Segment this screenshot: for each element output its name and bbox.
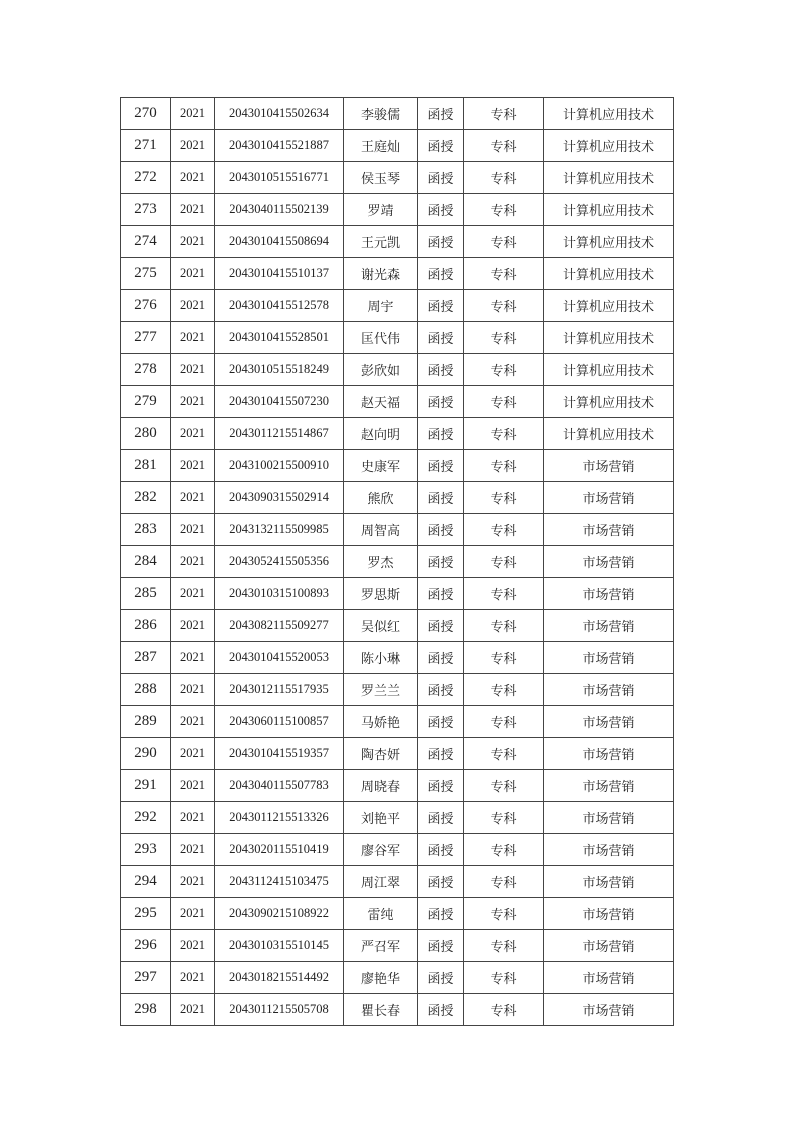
cell-sequence-number: 296 — [121, 930, 171, 962]
cell-student-id: 2043010415507230 — [215, 386, 344, 418]
cell-student-id: 2043090215108922 — [215, 898, 344, 930]
cell-student-name: 罗靖 — [344, 194, 418, 226]
cell-student-name: 刘艳平 — [344, 802, 418, 834]
cell-education-level: 专科 — [464, 546, 544, 578]
table-row — [121, 546, 674, 578]
cell-study-mode: 函授 — [418, 450, 464, 482]
cell-major: 市场营销 — [544, 546, 674, 578]
cell-education-level: 专科 — [464, 290, 544, 322]
cell-education-level: 专科 — [464, 98, 544, 130]
cell-education-level: 专科 — [464, 962, 544, 994]
cell-education-level: 专科 — [464, 482, 544, 514]
cell-student-id: 2043011215514867 — [215, 418, 344, 450]
student-roster-table — [120, 97, 674, 1026]
cell-student-name: 廖艳华 — [344, 962, 418, 994]
cell-education-level: 专科 — [464, 578, 544, 610]
cell-student-name: 罗兰兰 — [344, 674, 418, 706]
cell-enrollment-year: 2021 — [171, 834, 215, 866]
table-row — [121, 450, 674, 482]
cell-enrollment-year: 2021 — [171, 290, 215, 322]
cell-education-level: 专科 — [464, 322, 544, 354]
table-row — [121, 386, 674, 418]
cell-enrollment-year: 2021 — [171, 258, 215, 290]
cell-sequence-number: 271 — [121, 130, 171, 162]
cell-sequence-number: 283 — [121, 514, 171, 546]
cell-enrollment-year: 2021 — [171, 514, 215, 546]
cell-study-mode: 函授 — [418, 898, 464, 930]
cell-student-id: 2043010315100893 — [215, 578, 344, 610]
table-row — [121, 226, 674, 258]
cell-major: 计算机应用技术 — [544, 194, 674, 226]
cell-study-mode: 函授 — [418, 322, 464, 354]
table-row — [121, 706, 674, 738]
table-row — [121, 834, 674, 866]
table-row — [121, 674, 674, 706]
cell-student-name: 赵天福 — [344, 386, 418, 418]
cell-education-level: 专科 — [464, 738, 544, 770]
cell-major: 计算机应用技术 — [544, 418, 674, 450]
cell-major: 计算机应用技术 — [544, 386, 674, 418]
table-row — [121, 738, 674, 770]
cell-sequence-number: 295 — [121, 898, 171, 930]
cell-sequence-number: 273 — [121, 194, 171, 226]
cell-student-name: 周宇 — [344, 290, 418, 322]
cell-major: 市场营销 — [544, 642, 674, 674]
cell-student-id: 2043090315502914 — [215, 482, 344, 514]
cell-sequence-number: 286 — [121, 610, 171, 642]
table-row — [121, 258, 674, 290]
cell-study-mode: 函授 — [418, 674, 464, 706]
cell-student-id: 2043132115509985 — [215, 514, 344, 546]
cell-enrollment-year: 2021 — [171, 546, 215, 578]
cell-education-level: 专科 — [464, 226, 544, 258]
cell-study-mode: 函授 — [418, 162, 464, 194]
cell-enrollment-year: 2021 — [171, 706, 215, 738]
cell-study-mode: 函授 — [418, 962, 464, 994]
cell-education-level: 专科 — [464, 610, 544, 642]
table-row — [121, 578, 674, 610]
cell-education-level: 专科 — [464, 258, 544, 290]
cell-major: 市场营销 — [544, 962, 674, 994]
table-row — [121, 930, 674, 962]
cell-student-id: 2043082115509277 — [215, 610, 344, 642]
cell-student-id: 2043010415528501 — [215, 322, 344, 354]
cell-education-level: 专科 — [464, 162, 544, 194]
cell-enrollment-year: 2021 — [171, 226, 215, 258]
cell-study-mode: 函授 — [418, 994, 464, 1026]
cell-sequence-number: 291 — [121, 770, 171, 802]
cell-student-id: 2043112415103475 — [215, 866, 344, 898]
cell-student-name: 廖谷军 — [344, 834, 418, 866]
cell-major: 市场营销 — [544, 738, 674, 770]
cell-student-id: 2043100215500910 — [215, 450, 344, 482]
cell-study-mode: 函授 — [418, 770, 464, 802]
cell-student-name: 侯玉琴 — [344, 162, 418, 194]
cell-student-name: 周智高 — [344, 514, 418, 546]
cell-student-name: 熊欣 — [344, 482, 418, 514]
cell-sequence-number: 277 — [121, 322, 171, 354]
cell-education-level: 专科 — [464, 354, 544, 386]
cell-study-mode: 函授 — [418, 354, 464, 386]
cell-major: 计算机应用技术 — [544, 354, 674, 386]
table-row — [121, 130, 674, 162]
cell-sequence-number: 292 — [121, 802, 171, 834]
cell-sequence-number: 293 — [121, 834, 171, 866]
cell-major: 市场营销 — [544, 674, 674, 706]
cell-enrollment-year: 2021 — [171, 930, 215, 962]
cell-sequence-number: 294 — [121, 866, 171, 898]
cell-sequence-number: 285 — [121, 578, 171, 610]
cell-enrollment-year: 2021 — [171, 450, 215, 482]
cell-student-id: 2043010515516771 — [215, 162, 344, 194]
cell-student-id: 2043010415520053 — [215, 642, 344, 674]
cell-enrollment-year: 2021 — [171, 354, 215, 386]
cell-education-level: 专科 — [464, 994, 544, 1026]
cell-education-level: 专科 — [464, 898, 544, 930]
cell-education-level: 专科 — [464, 834, 544, 866]
cell-student-name: 罗思斯 — [344, 578, 418, 610]
cell-student-name: 王庭灿 — [344, 130, 418, 162]
cell-student-id: 2043040115502139 — [215, 194, 344, 226]
cell-major: 市场营销 — [544, 514, 674, 546]
cell-student-name: 瞿长春 — [344, 994, 418, 1026]
cell-student-name: 雷纯 — [344, 898, 418, 930]
cell-student-name: 谢光森 — [344, 258, 418, 290]
cell-study-mode: 函授 — [418, 642, 464, 674]
cell-student-name: 罗杰 — [344, 546, 418, 578]
cell-student-name: 周晓春 — [344, 770, 418, 802]
cell-study-mode: 函授 — [418, 866, 464, 898]
cell-sequence-number: 284 — [121, 546, 171, 578]
cell-sequence-number: 278 — [121, 354, 171, 386]
cell-study-mode: 函授 — [418, 578, 464, 610]
cell-enrollment-year: 2021 — [171, 610, 215, 642]
cell-study-mode: 函授 — [418, 226, 464, 258]
cell-student-name: 严召军 — [344, 930, 418, 962]
cell-enrollment-year: 2021 — [171, 770, 215, 802]
cell-major: 市场营销 — [544, 450, 674, 482]
cell-enrollment-year: 2021 — [171, 642, 215, 674]
cell-enrollment-year: 2021 — [171, 866, 215, 898]
cell-enrollment-year: 2021 — [171, 130, 215, 162]
cell-study-mode: 函授 — [418, 610, 464, 642]
cell-education-level: 专科 — [464, 418, 544, 450]
cell-major: 计算机应用技术 — [544, 162, 674, 194]
cell-major: 计算机应用技术 — [544, 98, 674, 130]
cell-student-id: 2043010415521887 — [215, 130, 344, 162]
cell-major: 市场营销 — [544, 930, 674, 962]
cell-student-name: 陈小琳 — [344, 642, 418, 674]
cell-student-id: 2043011215505708 — [215, 994, 344, 1026]
cell-major: 市场营销 — [544, 834, 674, 866]
table-row — [121, 962, 674, 994]
cell-student-id: 2043052415505356 — [215, 546, 344, 578]
cell-sequence-number: 290 — [121, 738, 171, 770]
cell-student-id: 2043012115517935 — [215, 674, 344, 706]
cell-major: 计算机应用技术 — [544, 258, 674, 290]
cell-student-name: 赵向明 — [344, 418, 418, 450]
cell-enrollment-year: 2021 — [171, 802, 215, 834]
cell-enrollment-year: 2021 — [171, 162, 215, 194]
cell-education-level: 专科 — [464, 642, 544, 674]
table-row — [121, 290, 674, 322]
cell-major: 市场营销 — [544, 770, 674, 802]
table-row — [121, 898, 674, 930]
cell-education-level: 专科 — [464, 866, 544, 898]
cell-education-level: 专科 — [464, 674, 544, 706]
cell-major: 市场营销 — [544, 706, 674, 738]
cell-study-mode: 函授 — [418, 834, 464, 866]
cell-enrollment-year: 2021 — [171, 482, 215, 514]
cell-sequence-number: 282 — [121, 482, 171, 514]
cell-sequence-number: 272 — [121, 162, 171, 194]
cell-student-name: 匡代伟 — [344, 322, 418, 354]
cell-sequence-number: 275 — [121, 258, 171, 290]
cell-study-mode: 函授 — [418, 194, 464, 226]
cell-student-name: 彭欣如 — [344, 354, 418, 386]
cell-student-name: 史康军 — [344, 450, 418, 482]
cell-student-id: 2043011215513326 — [215, 802, 344, 834]
cell-student-id: 2043020115510419 — [215, 834, 344, 866]
cell-major: 市场营销 — [544, 898, 674, 930]
cell-study-mode: 函授 — [418, 130, 464, 162]
cell-study-mode: 函授 — [418, 98, 464, 130]
cell-study-mode: 函授 — [418, 290, 464, 322]
table-row — [121, 514, 674, 546]
cell-study-mode: 函授 — [418, 482, 464, 514]
cell-study-mode: 函授 — [418, 386, 464, 418]
table-row — [121, 418, 674, 450]
cell-education-level: 专科 — [464, 770, 544, 802]
cell-enrollment-year: 2021 — [171, 578, 215, 610]
cell-sequence-number: 298 — [121, 994, 171, 1026]
cell-sequence-number: 280 — [121, 418, 171, 450]
cell-education-level: 专科 — [464, 930, 544, 962]
cell-student-id: 2043010315510145 — [215, 930, 344, 962]
cell-student-id: 2043010415519357 — [215, 738, 344, 770]
cell-education-level: 专科 — [464, 706, 544, 738]
cell-enrollment-year: 2021 — [171, 738, 215, 770]
table-row — [121, 866, 674, 898]
cell-major: 计算机应用技术 — [544, 322, 674, 354]
table-row — [121, 770, 674, 802]
cell-education-level: 专科 — [464, 194, 544, 226]
cell-enrollment-year: 2021 — [171, 98, 215, 130]
cell-enrollment-year: 2021 — [171, 994, 215, 1026]
cell-major: 市场营销 — [544, 866, 674, 898]
cell-major: 市场营销 — [544, 802, 674, 834]
cell-student-name: 陶杏妍 — [344, 738, 418, 770]
cell-education-level: 专科 — [464, 386, 544, 418]
cell-sequence-number: 276 — [121, 290, 171, 322]
table-row — [121, 194, 674, 226]
cell-student-id: 2043040115507783 — [215, 770, 344, 802]
cell-major: 计算机应用技术 — [544, 290, 674, 322]
cell-major: 市场营销 — [544, 610, 674, 642]
cell-sequence-number: 297 — [121, 962, 171, 994]
cell-student-id: 2043060115100857 — [215, 706, 344, 738]
cell-student-id: 2043010415502634 — [215, 98, 344, 130]
cell-study-mode: 函授 — [418, 258, 464, 290]
cell-sequence-number: 281 — [121, 450, 171, 482]
cell-education-level: 专科 — [464, 130, 544, 162]
cell-enrollment-year: 2021 — [171, 386, 215, 418]
cell-student-name: 李骏儒 — [344, 98, 418, 130]
cell-student-id: 2043018215514492 — [215, 962, 344, 994]
cell-student-name: 王元凯 — [344, 226, 418, 258]
table-row — [121, 162, 674, 194]
cell-sequence-number: 274 — [121, 226, 171, 258]
cell-enrollment-year: 2021 — [171, 418, 215, 450]
cell-student-id: 2043010415508694 — [215, 226, 344, 258]
cell-student-name: 吴似红 — [344, 610, 418, 642]
cell-sequence-number: 289 — [121, 706, 171, 738]
cell-student-id: 2043010515518249 — [215, 354, 344, 386]
cell-study-mode: 函授 — [418, 546, 464, 578]
table-row — [121, 610, 674, 642]
table-row — [121, 354, 674, 386]
cell-major: 市场营销 — [544, 578, 674, 610]
cell-enrollment-year: 2021 — [171, 194, 215, 226]
cell-major: 计算机应用技术 — [544, 130, 674, 162]
cell-study-mode: 函授 — [418, 738, 464, 770]
cell-education-level: 专科 — [464, 450, 544, 482]
cell-major: 市场营销 — [544, 994, 674, 1026]
cell-study-mode: 函授 — [418, 930, 464, 962]
cell-student-id: 2043010415512578 — [215, 290, 344, 322]
table-row — [121, 322, 674, 354]
cell-enrollment-year: 2021 — [171, 322, 215, 354]
cell-enrollment-year: 2021 — [171, 674, 215, 706]
cell-study-mode: 函授 — [418, 802, 464, 834]
cell-study-mode: 函授 — [418, 706, 464, 738]
cell-enrollment-year: 2021 — [171, 898, 215, 930]
table-row — [121, 642, 674, 674]
cell-sequence-number: 287 — [121, 642, 171, 674]
cell-sequence-number: 288 — [121, 674, 171, 706]
cell-sequence-number: 270 — [121, 98, 171, 130]
cell-major: 计算机应用技术 — [544, 226, 674, 258]
cell-enrollment-year: 2021 — [171, 962, 215, 994]
table-row — [121, 994, 674, 1026]
cell-study-mode: 函授 — [418, 514, 464, 546]
cell-education-level: 专科 — [464, 514, 544, 546]
table-row — [121, 98, 674, 130]
cell-education-level: 专科 — [464, 802, 544, 834]
cell-student-id: 2043010415510137 — [215, 258, 344, 290]
cell-student-name: 马娇艳 — [344, 706, 418, 738]
cell-study-mode: 函授 — [418, 418, 464, 450]
cell-major: 市场营销 — [544, 482, 674, 514]
cell-sequence-number: 279 — [121, 386, 171, 418]
table-row — [121, 802, 674, 834]
cell-student-name: 周江翠 — [344, 866, 418, 898]
roster-table-body — [121, 98, 674, 1026]
table-row — [121, 482, 674, 514]
